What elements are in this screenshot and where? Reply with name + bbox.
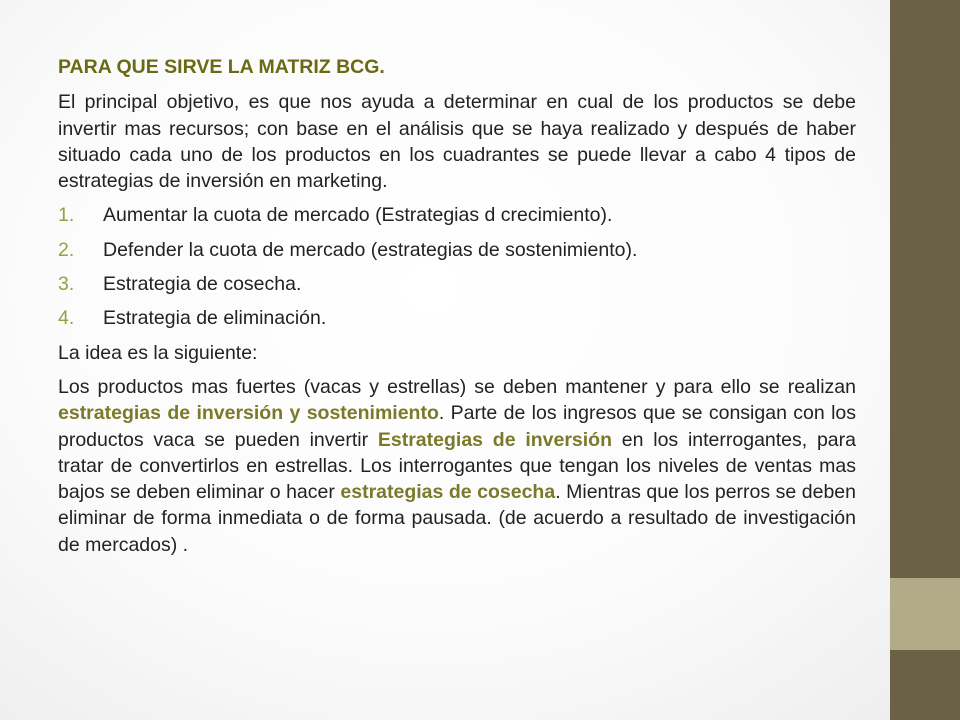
body-text: Los productos mas fuertes (vacas y estrellas) se deben mantener y para ello se realizan	[58, 375, 856, 398]
slide-title: PARA QUE SIRVE LA MATRIZ BCG.	[58, 56, 385, 78]
idea-line: La idea es la siguiente:	[58, 341, 258, 364]
body-paragraph	[58, 374, 856, 558]
list-item-text: Estrategia de cosecha.	[103, 273, 302, 296]
highlight-text: Estrategias de inversión	[377, 428, 613, 451]
list-number: 1.	[58, 204, 75, 227]
list-item-text: Defender la cuota de mercado (estrategias de sostenimiento).	[103, 238, 638, 261]
list-number: 3.	[58, 273, 75, 296]
intro-paragraph: El principal objetivo, es que nos ayuda a determinar en cual de los productos se debe invertir mas recursos; con base en el análisis que se haya realizado y después de haber situado cada uno de los productos en los cuadrantes se puede llevar a cabo 4 tipos de estrategias de inversión en marketing.	[58, 91, 856, 193]
sidebar-accent-block	[890, 578, 960, 650]
body-text: en los interrogantes, para tratar de convertirlos en estrellas. Los interrogantes que tengan los niveles de ventas mas bajos se deben eliminar o hacer	[58, 428, 856, 504]
list-item	[58, 305, 856, 331]
list-item	[58, 237, 856, 263]
list-number: 4.	[58, 307, 75, 330]
highlight-text: estrategias de cosecha	[340, 481, 556, 504]
body-text: . Mientras que los perros se deben eliminar de forma inmediata o de forma pausada. (de acuerdo a resultado de investigación de mercados) .	[58, 481, 856, 556]
body-text: . Parte de los ingresos que se consigan con los productos vaca se pueden invertir	[58, 402, 856, 451]
slide-content	[58, 54, 856, 566]
strategy-list	[58, 202, 856, 331]
list-number: 2.	[58, 238, 75, 261]
list-item-text: Aumentar la cuota de mercado (Estrategias d crecimiento).	[103, 204, 613, 227]
list-item	[58, 271, 856, 297]
highlight-text: estrategias de inversión y sostenimiento	[58, 402, 439, 425]
list-item-text: Estrategia de eliminación.	[103, 307, 327, 330]
list-item	[58, 202, 856, 228]
